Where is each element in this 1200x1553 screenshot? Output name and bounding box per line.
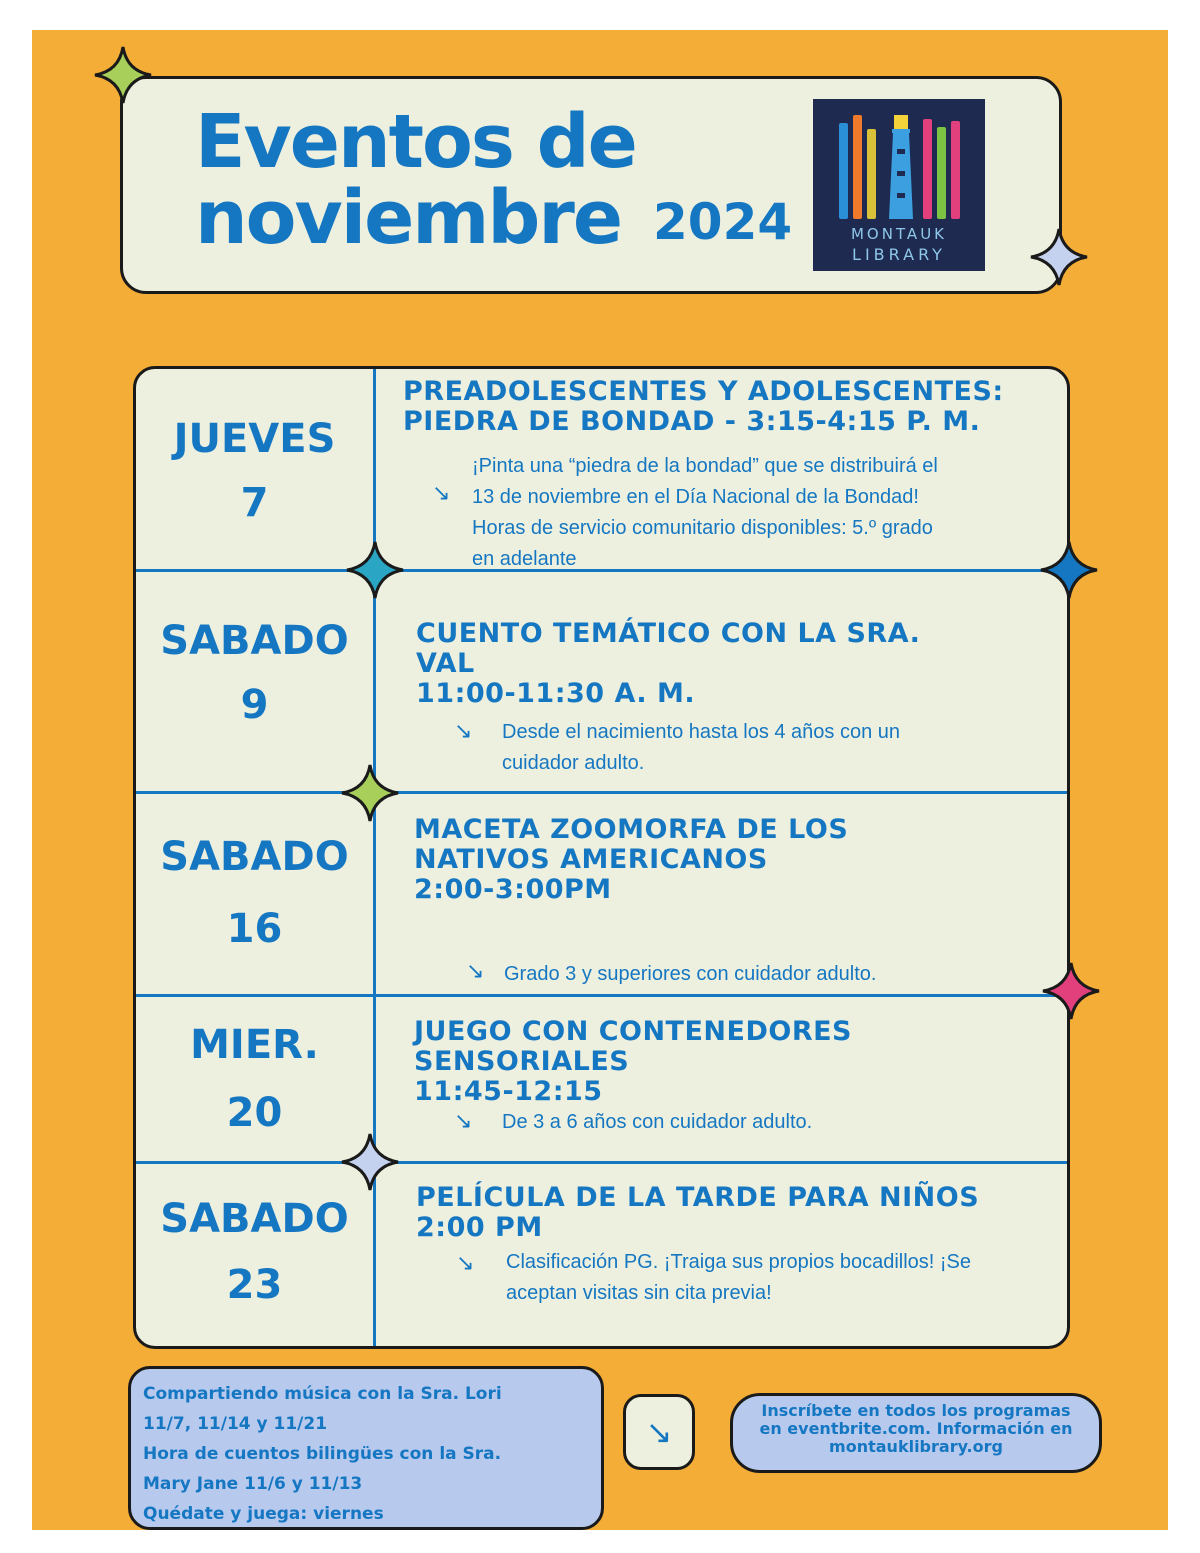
event-weekday: SABADO <box>160 1196 349 1242</box>
sparkle-green-icon <box>339 762 401 824</box>
event-description-line: cuidador adulto. <box>502 752 645 774</box>
event-title-line: CUENTO TEMÁTICO CON LA SRA. <box>416 618 921 649</box>
event-day <box>136 407 373 535</box>
event-description-line: Desde el nacimiento hasta los 4 años con un <box>502 721 901 743</box>
sparkle-green-icon <box>92 44 154 106</box>
event-weekday: SABADO <box>160 618 349 664</box>
page-title-year: 2024 <box>653 193 793 251</box>
event-description <box>506 1247 971 1309</box>
event-description <box>504 959 876 990</box>
logo-book-orange <box>853 115 862 219</box>
arrow-icon: ↘ <box>623 1394 695 1470</box>
logo-text-montauk: MONTAUK <box>850 225 948 243</box>
event-description <box>502 1107 812 1138</box>
event-description-line: en adelante <box>472 548 577 570</box>
event-description-line: aceptan visitas sin cita previa! <box>506 1282 772 1304</box>
recurring-program-line: Quédate y juega: viernes <box>143 1504 384 1524</box>
event-title <box>414 815 1054 905</box>
event-title-line: PELÍCULA DE LA TARDE PARA NIÑOS <box>416 1182 980 1213</box>
event-date: 23 <box>226 1262 283 1308</box>
arrow-icon: ↘ <box>454 719 473 744</box>
event-title <box>403 377 1043 437</box>
recurring-program-line: Compartiendo música con la Sra. Lori <box>143 1384 502 1404</box>
event-title-line: JUEGO CON CONTENEDORES <box>414 1016 853 1047</box>
event-description-line: Horas de servicio comunitario disponibles: 5.º grado <box>472 517 933 539</box>
event-description-line: 13 de noviembre en el Día Nacional de la Bondad! <box>472 486 919 508</box>
logo-book-blue <box>839 123 848 219</box>
event-title-line: MACETA ZOOMORFA DE LOS <box>414 814 849 845</box>
recurring-program-line: 11/7, 11/14 y 11/21 <box>143 1414 328 1434</box>
event-description-line: Clasificación PG. ¡Traiga sus propios bocadillos! ¡Se <box>506 1251 972 1273</box>
event-weekday: MIER. <box>190 1022 319 1068</box>
event-date: 16 <box>226 906 283 952</box>
arrow-icon: ↘ <box>456 1251 475 1276</box>
event-title-line: PIEDRA DE BONDAD - 3:15-4:15 P. M. <box>403 406 981 437</box>
row-divider <box>136 1161 1067 1164</box>
event-title <box>414 1017 1054 1107</box>
arrow-icon: ↘ <box>454 1109 473 1134</box>
logo-book-yellow <box>867 129 876 219</box>
arrow-icon: ↘ <box>466 959 485 984</box>
event-date: 20 <box>226 1090 283 1136</box>
column-divider <box>373 369 376 1346</box>
event-description <box>502 717 900 779</box>
event-title-line: 2:00-3:00PM <box>414 874 612 905</box>
recurring-programs-box <box>128 1366 604 1530</box>
sparkle-pink-icon <box>1040 960 1102 1022</box>
event-day <box>136 1013 373 1145</box>
sparkle-lavender-icon <box>1028 226 1090 288</box>
event-title-line: 11:45-12:15 <box>414 1076 603 1107</box>
event-description-line: ¡Pinta una “piedra de la bondad” que se distribuirá el <box>472 455 938 477</box>
registration-info-box <box>730 1393 1102 1473</box>
event-weekday: SABADO <box>160 834 349 880</box>
event-day <box>136 825 373 961</box>
event-date: 7 <box>240 480 269 526</box>
page-title-line1: Eventos de <box>195 99 636 185</box>
registration-link[interactable]: montauklibrary.org <box>829 1437 1003 1456</box>
arrow-icon: ↘ <box>432 481 451 506</box>
title-card <box>120 76 1062 294</box>
logo-book-pink <box>923 119 932 219</box>
event-title-line: 11:00-11:30 A. M. <box>416 678 696 709</box>
event-title-line: PREADOLESCENTES Y ADOLESCENTES: <box>403 376 1004 407</box>
event-description-line: De 3 a 6 años con cuidador adulto. <box>502 1111 813 1133</box>
logo-book-magenta <box>951 121 960 219</box>
event-title-line: VAL <box>416 648 475 679</box>
event-title-line: 2:00 PM <box>416 1212 543 1243</box>
event-day <box>136 1187 373 1317</box>
sparkle-blue-icon <box>1038 539 1100 601</box>
event-description-line: Grado 3 y superiores con cuidador adulto. <box>504 963 877 985</box>
registration-line: Inscríbete en todos los programas <box>761 1401 1071 1420</box>
event-date: 9 <box>240 682 269 728</box>
event-title <box>416 1183 1056 1243</box>
logo-text-library: LIBRARY <box>852 245 946 264</box>
event-title-line: NATIVOS AMERICANOS <box>414 844 768 875</box>
event-title <box>416 619 1056 709</box>
sparkle-lavender-icon <box>339 1131 401 1193</box>
row-divider <box>136 791 1067 794</box>
logo-book-green <box>937 127 946 219</box>
sparkle-teal-icon <box>344 539 406 601</box>
event-weekday: JUEVES <box>173 416 336 462</box>
recurring-program-line: Mary Jane 11/6 y 11/13 <box>143 1474 363 1494</box>
registration-line: en eventbrite.com. Información en <box>759 1419 1073 1438</box>
page-title-line2: noviembre <box>195 175 622 261</box>
row-divider <box>136 994 1067 997</box>
event-schedule <box>133 366 1070 1349</box>
lighthouse-icon <box>883 109 919 221</box>
event-description <box>472 451 938 575</box>
recurring-program-line: Hora de cuentos bilingües con la Sra. <box>143 1444 502 1464</box>
montauk-library-logo <box>813 99 985 271</box>
event-title-line: SENSORIALES <box>414 1046 630 1077</box>
event-day <box>136 609 373 737</box>
